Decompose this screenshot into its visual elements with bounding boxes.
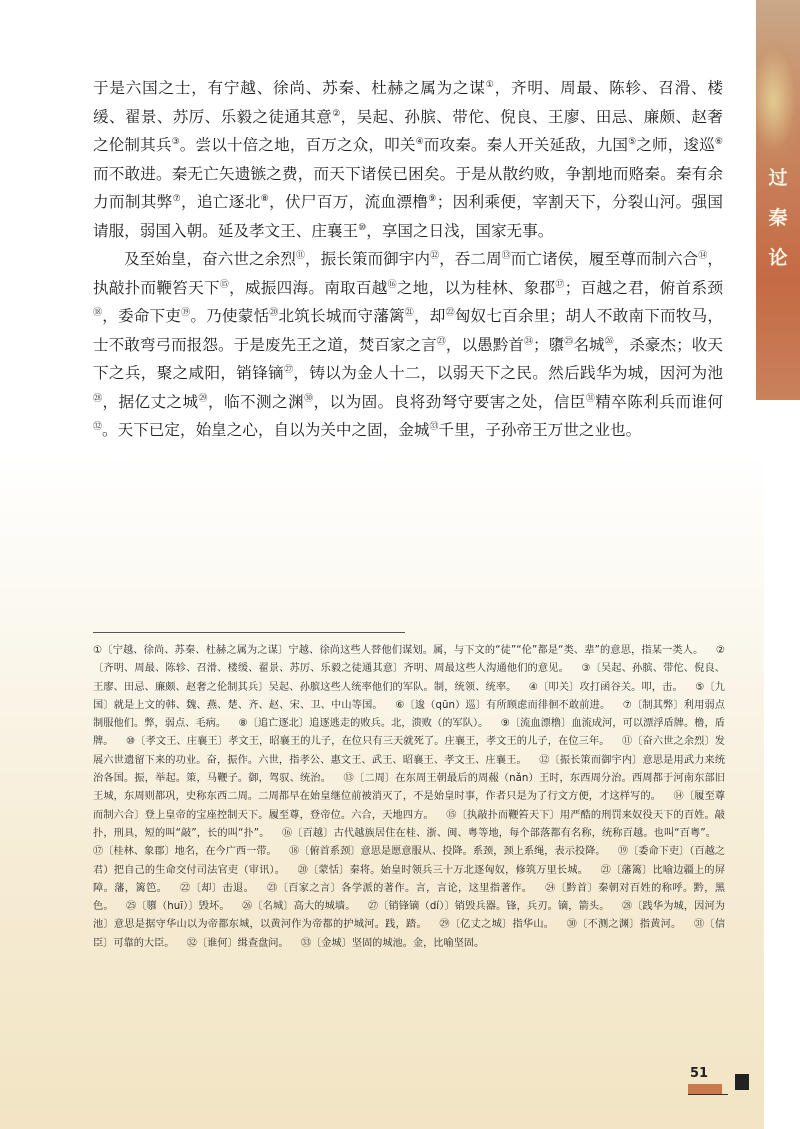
footnote-entry: ⑪〔奋六世之余烈〕发展六世遗留下来的功业。奋，振作。六世，指孝公、惠文王、武王、昭襄王、孝文王、庄襄王。 <box>93 736 725 766</box>
text-run: ，伏尸百万，流血漂橹 <box>269 193 429 211</box>
footnote-marker: ㉘ <box>93 393 103 404</box>
text-run: ，享国之日浅，国家无事。 <box>366 221 554 240</box>
text-run: 。乃使蒙恬 <box>190 307 270 325</box>
text-run: 及至始皇，奋六世之余烈 <box>124 250 296 268</box>
footnote-marker: ① <box>485 79 495 90</box>
side-tab-ornament <box>756 40 800 160</box>
footnote-entry: ⑱〔俯首系颈〕意思是愿意服从、投降。系颈，颈上系绳，表示投降。 <box>289 846 606 858</box>
footnote-entry: ㉜〔谁何〕缉查盘问。 <box>186 937 289 949</box>
text-run: ；百越之君，俯首系颈 <box>564 278 723 297</box>
text-run: ，以愚黔首 <box>445 335 524 354</box>
footnote-marker: ㉝ <box>429 421 439 432</box>
footnote-entry: ⑳〔蒙恬〕秦将。始皇时领兵三十万北逐匈奴，修筑万里长城。 <box>297 864 589 876</box>
footnote-marker: ㉕ <box>564 336 574 347</box>
footnote-entry: ㉗〔销锋镝（dí）〕销毁兵器。锋，兵刃。镝，箭头。 <box>367 901 610 913</box>
footnote-entry: ㉔〔黔首〕秦朝对百姓的称呼。黔，黑色。 <box>93 882 726 913</box>
footnote-entry: ㉓〔百家之言〕各学派的著作。言，言论，这里指著作。 <box>266 882 533 894</box>
text-run: 而攻秦。秦人开关延敌，九国 <box>423 136 629 154</box>
footnote-entry: ④〔叩关〕攻打函谷关。叩，击。 <box>528 681 683 693</box>
footnote-marker: ㉒ <box>445 307 455 318</box>
body-paragraph <box>93 245 723 445</box>
footnote-entry: ⑫〔振长策而御宇内〕意思是用武力来统治各国。振，举起。策，马鞭子。御，驾驭、统治。 <box>93 754 726 785</box>
footnote-marker: ㉜ <box>93 421 103 432</box>
text-run: 而亡诸侯，履至尊而制六合 <box>510 250 699 268</box>
main-text <box>93 74 723 445</box>
footnote-entry: ⑮〔执敲扑而鞭笞天下〕用严酷的刑罚来奴役天下的百姓。敲扑，刑具，短的叫“敲”，长的叫“扑”。 <box>93 809 725 839</box>
footnote-marker: ⑭ <box>698 250 708 261</box>
text-run: 匈奴七百余里；胡人不敢南下而牧马，士不敢弯弓而报怨。于是废先王之道，焚百家之言 <box>93 307 723 354</box>
footnote-marker: ㉖ <box>604 336 614 347</box>
text-run: ，委命下吏 <box>102 307 182 325</box>
text-run: ，据亿丈之城 <box>102 392 199 411</box>
footnote-marker: ㉚ <box>304 393 314 404</box>
footnote-entry: ㉝〔金城〕坚固的城池。金，比喻坚固。 <box>300 937 485 949</box>
footnote-marker: ⑳ <box>269 307 279 318</box>
footnote-entry: ㉘〔践华为城，因河为池〕意思是据守华山以为帝都东城，以黄河作为帝都的护城河。践，踏。 <box>93 901 725 931</box>
text-run: ，临不测之渊 <box>207 392 305 411</box>
text-run: 千里，子孙帝王万世之业也。 <box>438 421 642 439</box>
text-run: 而不敢进。秦无亡矢遗镞之费，而天下诸侯已困矣。于是从散约败，争割地而赂秦。秦有余力而制其弊 <box>93 164 723 211</box>
text-run: ；隳 <box>533 335 565 354</box>
footnote-entry: ⑭〔履至尊而制六合〕登上皇帝的宝座控制天下。履至尊，登帝位。六合，天地四方。 <box>93 791 726 821</box>
footnote-marker: ⑧ <box>260 193 270 204</box>
page-number-rule <box>688 1094 728 1095</box>
footnote-marker: ⑨ <box>428 193 437 204</box>
text-run: ，齐明、周最、陈轸、召滑、楼缓、翟景、苏厉、乐毅之徒通其意 <box>93 79 723 126</box>
footnote-marker: ⑤ <box>628 136 637 147</box>
text-run: ，执敲扑而鞭笞天下 <box>93 250 723 297</box>
footnote-entry: ㉕〔隳（huī）〕毁坏。 <box>126 901 230 913</box>
text-run: ，铸以为金人十二，以弱天下之民。然后践华为城，因河为池 <box>293 364 723 382</box>
text-run: ，吞二周 <box>439 250 502 268</box>
footnote-marker: ⑮ <box>219 279 230 290</box>
footnote-entry: ㉙〔亿丈之城〕指华山。 <box>439 919 555 931</box>
text-run: ，杀豪杰；收天下之兵，聚之咸阳，销锋镝 <box>93 335 723 382</box>
chapter-title-char: 秦 <box>768 207 788 229</box>
page-number-band <box>688 1084 722 1094</box>
footnote-marker: ㉓ <box>436 336 446 347</box>
text-run: ，追亡逐北 <box>181 193 261 211</box>
footnote-marker: ㉗ <box>284 364 294 375</box>
chapter-title-char: 过 <box>768 167 788 189</box>
footnote-marker: ⑥ <box>714 136 723 147</box>
footnote-marker: ④ <box>415 136 424 147</box>
chapter-title-vertical <box>760 158 796 278</box>
footnote-entry: ㉒〔却〕击退。 <box>179 882 255 894</box>
chapter-title-char: 论 <box>768 247 788 269</box>
footnote-marker: ⑰ <box>555 279 565 290</box>
footnote-entry: ⑥〔逡（qūn）巡〕有所顾虑而徘徊不敢前进。 <box>395 699 611 711</box>
footnote-entry: ⑧〔追亡逐北〕追逐逃走的败兵。北，溃败（的军队）。 <box>238 718 489 730</box>
footnote-entry: ㉛〔信臣〕可靠的大臣。 <box>93 919 726 949</box>
text-run: ，以为固。良将劲弩守要害之处，信臣 <box>313 392 586 411</box>
footnote-marker: ⑲ <box>181 307 191 318</box>
footnote-marker: ③ <box>171 136 180 147</box>
footnote-marker: ⑪ <box>295 250 305 261</box>
text-run: ，吴起、孙膑、带佗、倪良、王廖、田忌、廉颇、赵奢之伦制其兵 <box>93 107 723 154</box>
footnotes <box>93 642 725 953</box>
text-run: ，振长策而御宇内 <box>305 250 431 268</box>
text-run: 精卒陈利兵而谁何 <box>595 392 723 411</box>
text-run: 名城 <box>573 335 605 354</box>
footnote-marker: ㉛ <box>585 393 596 404</box>
footnote-entry: ⑦〔制其弊〕利用弱点制服他们。弊，弱点、毛病。 <box>93 699 725 730</box>
footnote-marker: ⑫ <box>430 250 440 261</box>
footnote-entry: ①〔宁越、徐尚、苏秦、杜赫之属为之谋〕宁越、徐尚这些人替他们谋划。属，与下文的“徒”“伦”都是“类、辈”的意思，指某一类人。 <box>93 645 704 656</box>
footnote-entry: ⑬〔二周〕在东周王朝最后的周赧（nǎn）王时，东西周分治。西周都于河南东部旧王城，东周则都巩，史称东西二周。二周都早在始皇继位前被消灭了，不是始皇时事，作者只是为了行文方便，才这样写的。 <box>93 773 725 803</box>
footnote-marker: ② <box>332 108 341 119</box>
footnote-entry: ②〔齐明、周最、陈轸、召滑、楼缓、翟景、苏厉、乐毅之徒通其意〕齐明、周最这些人沟通他们的意见。 <box>93 645 725 675</box>
body-paragraph <box>93 74 723 245</box>
footnote-marker: ⑯ <box>387 279 397 290</box>
footnote-marker: ㉑ <box>404 307 414 318</box>
footnote-marker: ⑩ <box>358 222 367 233</box>
text-run: 。天下已定，始皇之心，自以为关中之固，金城 <box>102 421 430 439</box>
footnote-entry: ㉖〔名城〕高大的城墙。 <box>242 901 356 913</box>
text-run: 北筑长城而守藩篱 <box>278 307 405 325</box>
footnote-entry: ⑲〔委命下吏〕（百越之君）把自己的生命交付司法官吏（审讯）。 <box>93 846 725 876</box>
text-run: 之师，逡巡 <box>636 136 715 154</box>
footnote-marker: ⑦ <box>172 193 182 204</box>
text-run: ；因利乘便，宰割天下，分裂山河。强国请服，弱国入朝。延及孝文王、庄襄王 <box>93 193 723 240</box>
page-corner-mark <box>735 1074 749 1090</box>
text-run: 之地，以为桂林、象郡 <box>396 278 556 297</box>
page-number: 51 <box>690 1066 709 1081</box>
text-run: 于是六国之士，有宁越、徐尚、苏秦、杜赫之属为之谋 <box>93 79 486 97</box>
text-run: ，威振四海。南取百越 <box>229 278 388 297</box>
footnote-entry: ⑯〔百越〕古代越族居住在桂、浙、闽、粤等地，每个部落都有名称，统称百越。也叫“百粤”。 <box>281 827 716 839</box>
footnote-entry: ⑤〔九国〕就是上文的韩、魏、燕、楚、齐、赵、宋、卫、中山等国。 <box>93 681 725 711</box>
footnote-marker: ⑬ <box>501 250 511 261</box>
footnote-entry: ③〔吴起、孙膑、带佗、倪良、王廖、田忌、廉颇、赵奢之伦制其兵〕吴起、孙膑这些人统率他们的军队。制，统领、统率。 <box>93 663 725 693</box>
footnote-entry: ⑨〔流血漂橹〕血流成河，可以漂浮盾牌。橹，盾牌。 <box>93 718 725 748</box>
footnote-entry: ⑩〔孝文王、庄襄王〕孝文王，昭襄王的儿子，在位只有三天就死了。庄襄王，孝文王的儿子，在位三年。 <box>126 736 610 748</box>
footnote-divider <box>93 632 405 633</box>
footnote-marker: ⑱ <box>93 307 103 318</box>
footnote-entry: ㉑〔藩篱〕比喻边疆上的屏障。藩，篱笆。 <box>93 864 726 894</box>
footnote-entry: ㉚〔不测之渊〕指黄河。 <box>566 919 682 931</box>
footnote-marker: ㉔ <box>523 336 533 347</box>
text-run: ，却 <box>413 307 446 325</box>
footnote-marker: ㉙ <box>198 393 208 404</box>
footnote-entry: ⑰〔桂林、象郡〕地名，在今广西一带。 <box>93 846 277 858</box>
text-run: 。尝以十倍之地，百万之众，叩关 <box>179 136 416 154</box>
